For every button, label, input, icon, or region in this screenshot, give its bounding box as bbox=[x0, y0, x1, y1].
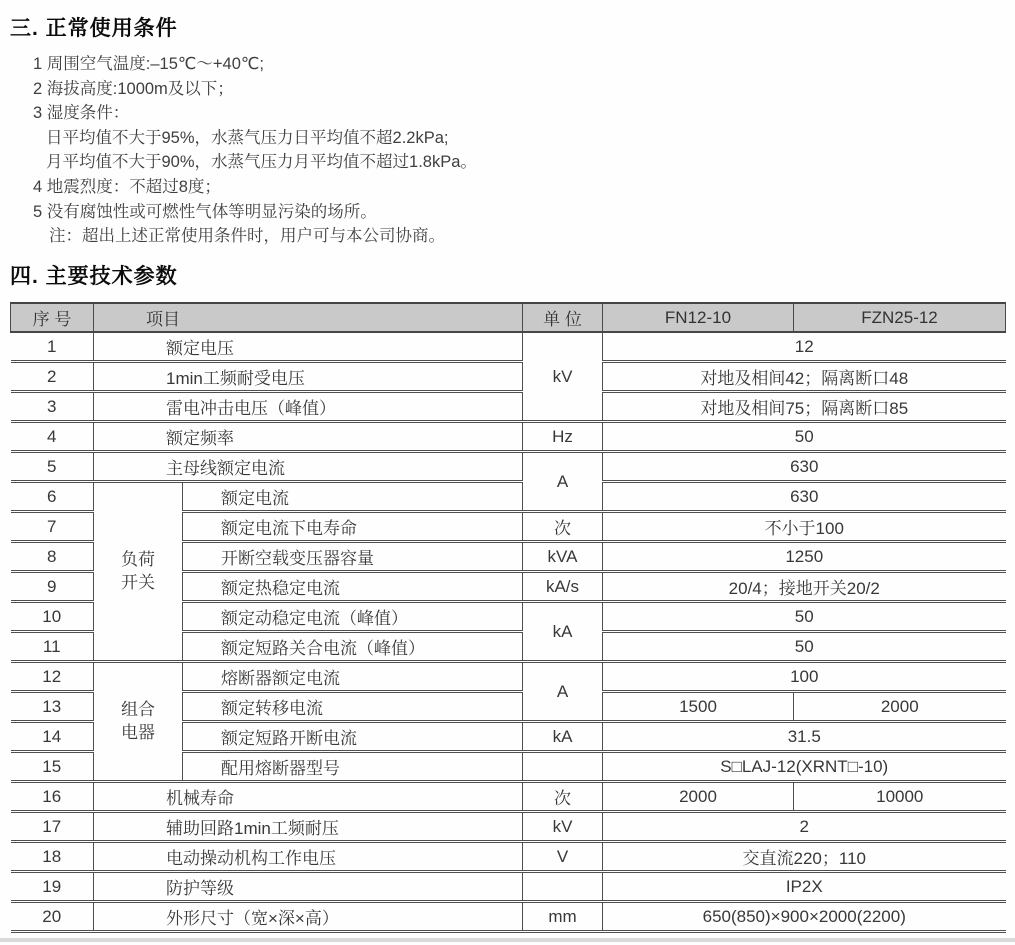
row-item: 机械寿命 bbox=[94, 782, 523, 812]
condition-line: 4 地震烈度：不超过8度； bbox=[33, 177, 221, 196]
conditions-list bbox=[0, 52, 1000, 249]
header-item: 项目 bbox=[94, 303, 523, 332]
row-unit: kV bbox=[523, 332, 603, 422]
condition-line: 3 湿度条件： bbox=[33, 104, 130, 123]
row-value-fzn25: 10000 bbox=[794, 782, 1006, 812]
row-value: 12 bbox=[603, 332, 1006, 362]
row-item: 额定电压 bbox=[94, 332, 523, 362]
row-item: 熔断器额定电流 bbox=[183, 662, 523, 692]
row-value: 50 bbox=[603, 602, 1006, 632]
row-unit bbox=[523, 872, 603, 902]
row-value: 交直流220；110 bbox=[603, 842, 1006, 872]
row-no: 17 bbox=[11, 812, 94, 842]
row-no: 12 bbox=[11, 662, 94, 692]
header-unit: 单 位 bbox=[523, 303, 603, 332]
row-no: 8 bbox=[11, 542, 94, 572]
row-no: 9 bbox=[11, 572, 94, 602]
condition-line: 2 海拔高度:1000m及以下； bbox=[33, 79, 234, 98]
table-row bbox=[11, 872, 1006, 902]
condition-line: 日平均值不大于95%，水蒸气压力日平均值不超2.2kPa; bbox=[46, 128, 449, 147]
table-header-row bbox=[11, 303, 1006, 332]
row-no: 11 bbox=[11, 632, 94, 662]
row-item: 外形尺寸（宽×深×高） bbox=[94, 902, 523, 932]
table-row bbox=[11, 482, 1006, 512]
row-no: 3 bbox=[11, 392, 94, 422]
table-row bbox=[11, 422, 1006, 452]
table-row bbox=[11, 902, 1006, 932]
row-no: 16 bbox=[11, 782, 94, 812]
row-value: 630 bbox=[603, 452, 1006, 482]
table-row bbox=[11, 362, 1006, 392]
row-no: 19 bbox=[11, 872, 94, 902]
row-item: 额定频率 bbox=[94, 422, 523, 452]
condition-line: 月平均值不大于90%，水蒸气压力月平均值不超过1.8kPa。 bbox=[46, 153, 477, 172]
row-no: 7 bbox=[11, 512, 94, 542]
row-value: 650(850)×900×2000(2200) bbox=[603, 902, 1006, 932]
row-item: 开断空载变压器容量 bbox=[183, 542, 523, 572]
row-item: 额定动稳定电流（峰值） bbox=[183, 602, 523, 632]
table-row bbox=[11, 332, 1006, 362]
row-unit: kVA bbox=[523, 542, 603, 572]
table-row bbox=[11, 662, 1006, 692]
row-value: 50 bbox=[603, 632, 1006, 662]
row-no: 1 bbox=[11, 332, 94, 362]
table-row bbox=[11, 392, 1006, 422]
row-unit: mm bbox=[523, 902, 603, 932]
row-value: 100 bbox=[603, 662, 1006, 692]
page-edge-shadow bbox=[0, 938, 1015, 942]
row-item: 电动操动机构工作电压 bbox=[94, 842, 523, 872]
group-load-switch: 负荷开关 bbox=[94, 482, 183, 662]
row-value: IP2X bbox=[603, 872, 1006, 902]
row-item: 额定电流 bbox=[183, 482, 523, 512]
row-unit: 次 bbox=[523, 512, 603, 542]
section4-title: 四. 主要技术参数 bbox=[10, 265, 178, 288]
row-no: 14 bbox=[11, 722, 94, 752]
row-no: 18 bbox=[11, 842, 94, 872]
header-model-fzn25: FZN25-12 bbox=[794, 303, 1006, 332]
row-unit: kV bbox=[523, 812, 603, 842]
row-unit: A bbox=[523, 662, 603, 722]
group-combined-apparatus: 组合电器 bbox=[94, 662, 183, 782]
row-unit: Hz bbox=[523, 422, 603, 452]
row-no: 13 bbox=[11, 692, 94, 722]
table-row bbox=[11, 452, 1006, 482]
row-value: 1250 bbox=[603, 542, 1006, 572]
row-no: 4 bbox=[11, 422, 94, 452]
row-unit: kA bbox=[523, 722, 603, 752]
condition-line: 5 没有腐蚀性或可燃性气体等明显污染的场所。 bbox=[33, 202, 377, 221]
row-unit: A bbox=[523, 452, 603, 512]
row-value-fn12: 1500 bbox=[603, 692, 794, 722]
row-unit: V bbox=[523, 842, 603, 872]
row-no: 2 bbox=[11, 362, 94, 392]
row-item: 主母线额定电流 bbox=[94, 452, 523, 482]
row-no: 10 bbox=[11, 602, 94, 632]
parameters-table bbox=[10, 302, 1006, 933]
row-no: 20 bbox=[11, 902, 94, 932]
row-item: 额定转移电流 bbox=[183, 692, 523, 722]
row-unit bbox=[523, 752, 603, 782]
row-value: 2 bbox=[603, 812, 1006, 842]
table-row bbox=[11, 842, 1006, 872]
row-value: 31.5 bbox=[603, 722, 1006, 752]
row-item: 防护等级 bbox=[94, 872, 523, 902]
row-item: 额定短路开断电流 bbox=[183, 722, 523, 752]
row-value: 对地及相间75；隔离断口85 bbox=[603, 392, 1006, 422]
row-item: 额定短路关合电流（峰值） bbox=[183, 632, 523, 662]
row-value: S□LAJ-12(XRNT□-10) bbox=[603, 752, 1006, 782]
row-no: 6 bbox=[11, 482, 94, 512]
row-no: 5 bbox=[11, 452, 94, 482]
row-value: 50 bbox=[603, 422, 1006, 452]
row-value-fzn25: 2000 bbox=[794, 692, 1006, 722]
header-no: 序 号 bbox=[11, 303, 94, 332]
section3-title: 三. 正常使用条件 bbox=[10, 17, 178, 40]
row-value: 630 bbox=[603, 482, 1006, 512]
row-item: 辅助回路1min工频耐压 bbox=[94, 812, 523, 842]
row-unit: kA bbox=[523, 602, 603, 662]
row-item: 额定电流下电寿命 bbox=[183, 512, 523, 542]
row-item: 额定热稳定电流 bbox=[183, 572, 523, 602]
row-item: 配用熔断器型号 bbox=[183, 752, 523, 782]
row-no: 15 bbox=[11, 752, 94, 782]
condition-line: 1 周围空气温度:–15℃～+40℃; bbox=[33, 55, 265, 73]
table-row bbox=[11, 782, 1006, 812]
condition-note: 注：超出上述正常使用条件时，用户可与本公司协商。 bbox=[49, 227, 445, 246]
row-value: 不小于100 bbox=[603, 512, 1006, 542]
row-unit: 次 bbox=[523, 782, 603, 812]
row-value: 对地及相间42；隔离断口48 bbox=[603, 362, 1006, 392]
row-item: 雷电冲击电压（峰值） bbox=[94, 392, 523, 422]
row-value-fn12: 2000 bbox=[603, 782, 794, 812]
row-unit: kA/s bbox=[523, 572, 603, 602]
table-row bbox=[11, 812, 1006, 842]
header-model-fn12: FN12-10 bbox=[603, 303, 794, 332]
row-item: 1min工频耐受电压 bbox=[94, 362, 523, 392]
row-value: 20/4；接地开关20/2 bbox=[603, 572, 1006, 602]
